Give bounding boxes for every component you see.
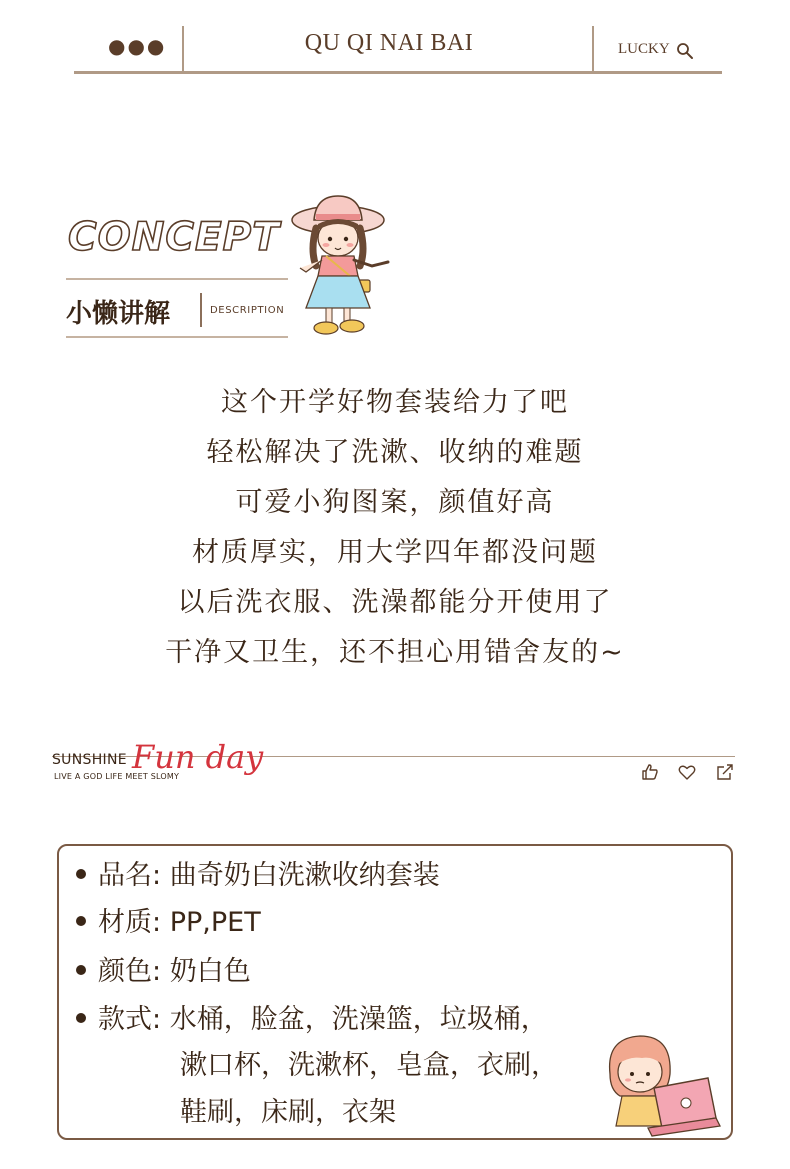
thumbs-up-icon[interactable]: [640, 762, 660, 782]
description-line: 轻松解决了洗漱、收纳的难题: [206, 437, 584, 468]
concept-subtitle: DESCRIPTION: [210, 305, 285, 316]
bullet-icon: [76, 1013, 86, 1023]
sunshine-tagline: LIVE A GOD LIFE MEET SLOMY: [54, 772, 180, 781]
nav-divider-right: [592, 26, 594, 72]
lucky-label: LUCKY: [618, 41, 670, 57]
concept-title: 小懒讲解: [66, 299, 171, 329]
info-label: 品名:: [98, 860, 162, 891]
concept-rule-top: [66, 278, 288, 280]
sunshine-label: SUNSHINE: [52, 752, 127, 768]
info-style-continuation: 鞋刷，床刷，衣架: [180, 1097, 396, 1128]
girl-with-hat-illustration: [286, 192, 396, 342]
info-value: 曲奇奶白洗漱收纳套装: [169, 860, 440, 891]
description-line: 这个开学好物套装给力了吧: [221, 387, 569, 418]
brand-title: QU QI NAI BAI: [304, 30, 474, 56]
more-dots-icon[interactable]: ●●●: [108, 34, 167, 58]
search-icon[interactable]: [676, 42, 694, 60]
heart-icon[interactable]: [677, 762, 697, 782]
info-row-style: [76, 1003, 548, 1037]
fun-day-text: Fun day: [132, 738, 264, 776]
nav-underline: [74, 71, 722, 74]
info-label: 颜色:: [98, 956, 162, 987]
info-row-color: [76, 955, 251, 989]
info-row-name: [76, 859, 440, 893]
bullet-icon: [76, 916, 86, 926]
description-line: 干净又卫生，还不担心用错舍友的~: [165, 637, 625, 668]
bullet-icon: [76, 965, 86, 975]
description-block: [0, 378, 790, 678]
info-label: 款式:: [98, 1004, 162, 1035]
description-line: 以后洗衣服、洗澡都能分开使用了: [177, 587, 613, 618]
description-line: 材质厚实，用大学四年都没问题: [192, 537, 598, 568]
info-style-continuation: 漱口杯，洗漱杯，皂盒，衣刷，: [180, 1050, 558, 1081]
concept-heading: CONCEPT: [68, 215, 280, 260]
concept-rule-bottom: [66, 336, 288, 338]
concept-separator: [200, 293, 202, 327]
info-label: 材质:: [98, 907, 162, 938]
info-value: 水桶，脸盆，洗澡篮，垃圾桶，: [169, 1004, 548, 1035]
nav-divider-left: [182, 26, 184, 72]
info-value: PP,PET: [169, 907, 261, 938]
info-row-material: [76, 906, 261, 940]
bullet-icon: [76, 869, 86, 879]
girl-with-laptop-illustration: [596, 1030, 722, 1138]
share-icon[interactable]: [715, 762, 735, 782]
description-line: 可爱小狗图案，颜值好高: [235, 487, 555, 518]
fun-day-script: [118, 706, 278, 778]
info-value: 奶白色: [169, 956, 251, 987]
